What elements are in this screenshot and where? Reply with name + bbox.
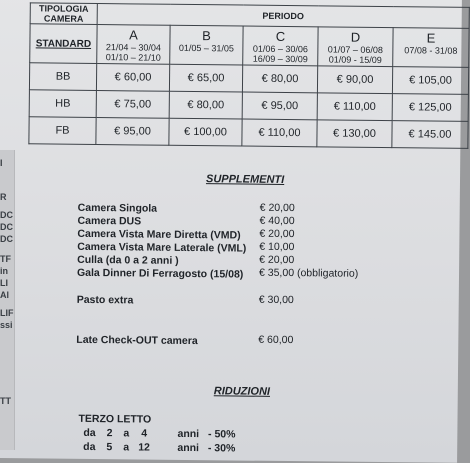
background-page-edge: I R DC DC DC TF in LI Al LIF ssi TT (0, 150, 15, 450)
supplement-label: Culla (da 0 a 2 anni ) (77, 253, 179, 267)
supplement-price: € 20,00 (259, 227, 295, 241)
terzo-letto-label: TERZO LETTO (78, 412, 152, 426)
supplement-label: Camera Vista Mare Laterale (VML) (77, 240, 247, 255)
period-a: A 21/04 – 30/04 01/10 – 21/10 (97, 25, 170, 65)
table-row: BB € 60,00 € 65,00 € 80,00 € 90,00 € 105,00 (29, 63, 468, 95)
pasto-extra-label: Pasto extra (76, 293, 134, 307)
reduction-row: da 5 a 12 anni - 30% (83, 440, 236, 455)
pasto-extra-price: € 30,00 (258, 293, 294, 307)
tipologia-header: TIPOLOGIA CAMERA (30, 3, 97, 25)
supplementi-title: SUPPLEMENTI (205, 173, 285, 186)
supplement-price: € 10,00 (259, 240, 295, 254)
periodo-header: PERIODO (97, 4, 469, 29)
supplement-price: € 40,00 (259, 214, 295, 228)
period-b: B 01/05 – 31/05 (170, 25, 243, 65)
supplement-label: Camera DUS (77, 214, 142, 228)
table-row: HB € 75,00 € 80,00 € 95,00 € 110,00 € 125,00 (29, 90, 468, 122)
table-row: FB € 95,00 € 100,00 € 110,00 € 130,00 € 145.00 (29, 117, 468, 149)
riduzioni-title: RIDUZIONI (213, 385, 271, 398)
period-e: E 07/08 - 31/08 (393, 28, 469, 68)
rates-table (28, 2, 469, 149)
standard-header: STANDARD (30, 24, 97, 64)
period-c: C 01/06 – 30/06 16/09 – 30/09 (243, 26, 318, 66)
supplement-price: € 20,00 (259, 201, 295, 215)
reduction-row: da 2 a 4 anni - 50% (83, 426, 236, 441)
supplement-price: € 20,00 (259, 253, 295, 267)
supplement-label: Camera Singola (77, 201, 158, 215)
supplement-price: € 35,00 (obbligatorio) (258, 266, 359, 280)
supplement-label: Camera Vista Mare Diretta (VMD) (77, 227, 241, 242)
late-checkout-label: Late Check-OUT camera (76, 333, 198, 348)
period-d: D 01/07 – 06/08 01/09 - 15/09 (318, 27, 393, 67)
supplement-label: Gala Dinner Di Ferragosto (15/08) (76, 266, 244, 281)
late-checkout-price: € 60,00 (258, 333, 294, 347)
